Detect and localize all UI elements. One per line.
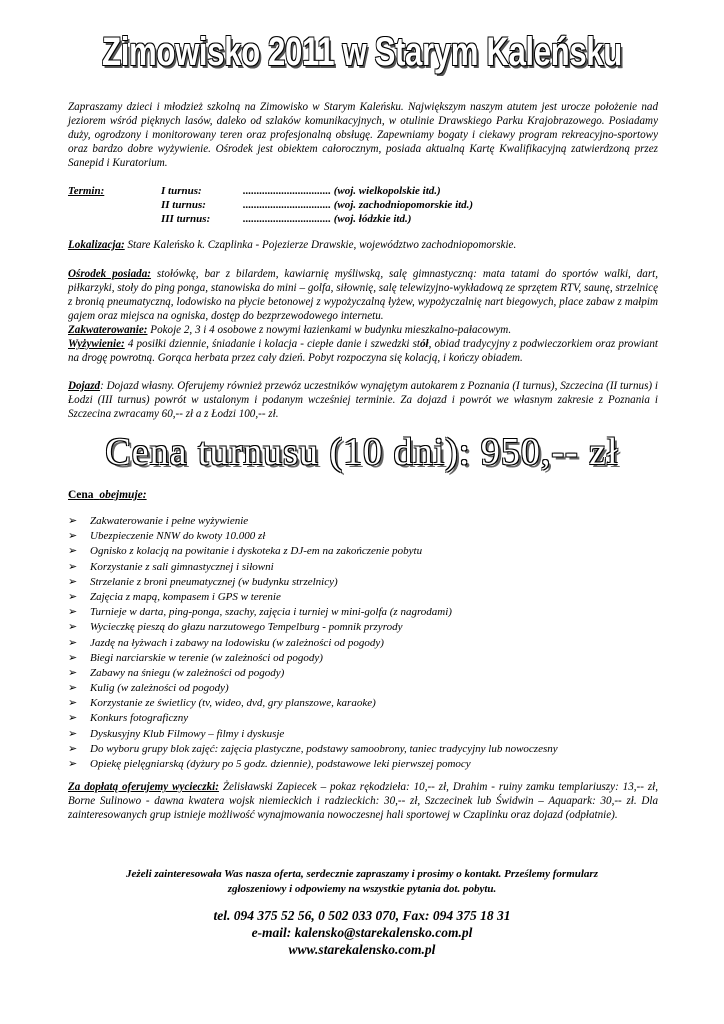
cena-word: Cena <box>68 489 94 501</box>
closing-paragraph <box>60 867 664 897</box>
lokalizacja-label: Lokalizacja: <box>68 239 125 251</box>
termin-label: Termin: <box>68 185 105 197</box>
wyzywienie-text-bold: ół <box>419 338 429 350</box>
turnus-region: (woj. zachodniopomorskie itd.) <box>333 199 474 211</box>
lokalizacja-text: Stare Kaleńsko k. Czaplinka - Pojezierze Drawskie, województwo zachodniopomorskie. <box>124 239 517 251</box>
includes-list-item <box>68 636 558 651</box>
osrodek-label: Ośrodek posiada: <box>68 268 151 280</box>
arrow-bullet-icon: ➢ <box>68 712 78 725</box>
includes-list-item <box>68 560 558 575</box>
dojazd-text: : Dojazd własny. Oferujemy również przewóz uczestników wynajętym autokarem z Poznania (I turnus), Szczecina (II turnus) i Łodzi (III turnus) powrót w ustalonym i podanym wcześniej terminie. Za dojazd i powrót we własnym zakresie z Poznania i Szczecina zwracamy 60,-- zł a z Łodzi 100,-- zł. <box>68 380 658 420</box>
includes-list-item <box>68 529 558 544</box>
includes-item-text: Kulig (w zależności od pogody) <box>90 682 229 695</box>
includes-item-text: Turnieje w darta, ping-ponga, szachy, zajęcia i turniej w mini-golfa (z nagrodami) <box>90 606 452 619</box>
includes-list-item <box>68 590 558 605</box>
termin-row-2 <box>68 198 473 212</box>
arrow-bullet-icon: ➢ <box>68 606 78 619</box>
turnus-name: II turnus: <box>161 199 206 211</box>
contact-website[interactable]: www.starekalensko.com.pl <box>288 942 436 957</box>
turnus-dots: ................................ <box>243 199 331 211</box>
includes-list-item <box>68 681 558 696</box>
includes-item-text: Ognisko z kolacją na powitanie i dyskoteka z DJ-em na zakończenie pobytu <box>90 545 423 558</box>
dojazd-label: Dojazd <box>68 380 101 392</box>
includes-list-item <box>68 605 558 620</box>
termin-row-3 <box>68 212 473 226</box>
includes-item-text: Zakwaterowanie i pełne wyżywienie <box>90 515 249 527</box>
contact-block <box>0 907 724 958</box>
arrow-bullet-icon: ➢ <box>68 666 78 679</box>
arrow-bullet-icon: ➢ <box>68 682 78 695</box>
arrow-bullet-icon: ➢ <box>68 545 78 558</box>
arrow-bullet-icon: ➢ <box>68 530 78 543</box>
osrodek-paragraph <box>68 267 658 323</box>
includes-item-text: Dyskusyjny Klub Filmowy – filmy i dyskusje <box>90 727 285 740</box>
includes-item-text: Wycieczkę pieszą do głazu narzutowego Tempelburg - pomnik przyrody <box>90 621 403 634</box>
page-title: Zimowisko 2011 w Starym Kaleńsku <box>102 30 622 74</box>
lokalizacja-paragraph <box>68 238 658 252</box>
includes-item-text: Jazdę na łyżwach i zabawy na lodowisku (w zależności od pogody) <box>90 636 384 649</box>
price-heading: Cena turnusu (10 dni): 950,-- zł <box>105 431 619 473</box>
arrow-bullet-icon: ➢ <box>68 590 78 603</box>
includes-list-item <box>68 711 558 726</box>
includes-list-item <box>68 757 558 772</box>
wyzywienie-label: Wyżywienie: <box>68 338 125 350</box>
arrow-bullet-icon: ➢ <box>68 515 78 527</box>
zakwaterowanie-label: Zakwaterowanie: <box>68 324 148 336</box>
turnus-dots: ................................ <box>243 213 331 225</box>
cena-obejmuje-heading <box>68 489 147 501</box>
includes-item-text: Konkurs fotograficzny <box>90 712 189 725</box>
arrow-bullet-icon: ➢ <box>68 621 78 634</box>
zakwaterowanie-text: Pokoje 2, 3 i 4 osobowe z nowymi łazienkami w budynku mieszkalno-pałacowym. <box>147 324 512 336</box>
termin-row-1 <box>68 184 473 198</box>
wyzywienie-text: 4 posiłki dziennie, śniadanie i kolacja - ciepłe danie i szwedzki st <box>124 338 420 350</box>
includes-item-text: Do wyboru grupy blok zajęć: zajęcia plastyczne, podstawy samoobrony, taniec tradycyjny lub nowoczesny <box>90 742 558 755</box>
wycieczki-text: Żelisławski Zapiecek – pokaz rękodzieła: 10,-- zł, Drahim - ruiny zamku templariuszy: 13,-- zł, Borne Sulinowo - dawna kwatera wojsk niemieckich i radzieckich: 30,-- zł, Szczecinek lub Świdwin – Aquapark: 30,-- zł. Dla zainteresowanych grup istnieje możliwość wynajmowania nowoczesnej hali sportowej w Czaplinku oraz dojazd (odpłatnie). <box>68 781 658 821</box>
contact-email[interactable]: e-mail: kalensko@starekalensko.com.pl <box>251 925 473 940</box>
includes-item-text: Korzystanie ze świetlicy (tv, wideo, dvd, gry planszowe, karaoke) <box>90 697 376 710</box>
includes-list <box>68 514 558 772</box>
includes-list-item <box>68 620 558 635</box>
arrow-bullet-icon: ➢ <box>68 636 78 649</box>
includes-list-item <box>68 727 558 742</box>
arrow-bullet-icon: ➢ <box>68 758 78 770</box>
includes-list-item <box>68 651 558 666</box>
obejmuje-word: obejmuje: <box>99 489 147 501</box>
contact-phone: tel. 094 375 52 56, 0 502 033 070, Fax: 094 375 18 31 <box>213 908 511 923</box>
includes-list-item <box>68 575 558 590</box>
arrow-bullet-icon: ➢ <box>68 742 78 755</box>
arrow-bullet-icon: ➢ <box>68 651 78 664</box>
wycieczki-label: Za dopłatą oferujemy wycieczki: <box>68 781 219 793</box>
includes-item-text: Zabawy na śniegu (w zależności od pogody) <box>90 666 285 679</box>
arrow-bullet-icon: ➢ <box>68 727 78 740</box>
osrodek-text: stołówkę, bar z bilardem, kawiarnię myśliwską, salę gimnastyczną: mata tatami do sportów walki, dart, piłkarzyki, stoły do ping ponga, stanowiska do mini – golfa, siłownię, salę telewizyjno-wykładową ze sprzętem RTV, saunę, strzelnicę z bronią pneumatyczną, lodowisko na płycie betonowej z wypożyczalną łyżew, wypożyczalnię nart biegowych, place zabaw z małpim gajem oraz miejsca na ogniska, dostęp do bezprzewodowego internetu. <box>68 268 659 322</box>
includes-item-text: Strzelanie z broni pneumatycznej (w budynku strzelnicy) <box>90 575 338 588</box>
turnus-name: I turnus: <box>161 185 202 197</box>
includes-list-item <box>68 666 558 681</box>
includes-list-item <box>68 544 558 559</box>
includes-item-text: Opiekę pielęgniarską (dyżury po 5 godz. dziennie), podstawowe leki pierwszej pomocy <box>90 758 471 770</box>
termin-section <box>68 184 473 226</box>
zakwaterowanie-paragraph <box>68 323 658 337</box>
dojazd-paragraph <box>68 379 658 421</box>
includes-list-item <box>68 514 558 529</box>
turnus-region: (woj. wielkopolskie itd.) <box>333 185 441 197</box>
includes-item-text: Ubezpieczenie NNW do kwoty 10.000 zł <box>90 530 266 543</box>
closing-line-1: Jeżeli zainteresowała Was nasza oferta, serdecznie zapraszamy i prosimy o kontakt. Prześlemy formularz <box>125 868 598 880</box>
closing-line-2: zgłoszeniowy i odpowiemy na wszystkie pytania dot. pobytu. <box>227 883 497 895</box>
includes-list-item <box>68 696 558 711</box>
arrow-bullet-icon: ➢ <box>68 575 78 588</box>
intro-paragraph: Zapraszamy dzieci i młodzież szkolną na Zimowisko w Starym Kaleńsku. Największym naszym atutem jest urocze położenie nad jeziorem wśród pięknych lasów, daleko od szlaków komunikacyjnych, w otulinie Drawskiego Parku Krajobrazowego. Posiadamy duży, ogrodzony i monitorowany teren oraz profesjonalną obsługę. Zapewniamy bogaty i ciekawy program rekreacyjno-sportowy oraz bardzo dobre wyżywienie. Ośrodek jest obiektem całorocznym, posiada aktualną Kartę Kwalifikacyjną zatwierdzoną przez Sanepid i Kuratorium. <box>68 101 658 169</box>
turnus-dots: ................................ <box>243 185 331 197</box>
arrow-bullet-icon: ➢ <box>68 697 78 710</box>
includes-item-text: Korzystanie z sali gimnastycznej i siłowni <box>90 560 274 573</box>
includes-list-item <box>68 742 558 757</box>
wyzywienie-paragraph <box>68 337 658 365</box>
facilities-block <box>68 267 658 365</box>
turnus-region: (woj. łódzkie itd.) <box>333 213 412 225</box>
wycieczki-paragraph <box>68 780 658 822</box>
arrow-bullet-icon: ➢ <box>68 560 78 573</box>
turnus-name: III turnus: <box>161 213 211 225</box>
includes-item-text: Zajęcia z mapą, kompasem i GPS w terenie <box>90 590 281 603</box>
includes-item-text: Biegi narciarskie w terenie (w zależności od pogody) <box>90 651 323 664</box>
wyzywienie-text-rest: , obiad tradycyjny z podwieczorkiem oraz prowiant na drogę powrotną. Gorąca herbata przez cały dzień. Pobyt rozpoczyna się kolacją, i kończy obiadem. <box>68 338 658 364</box>
